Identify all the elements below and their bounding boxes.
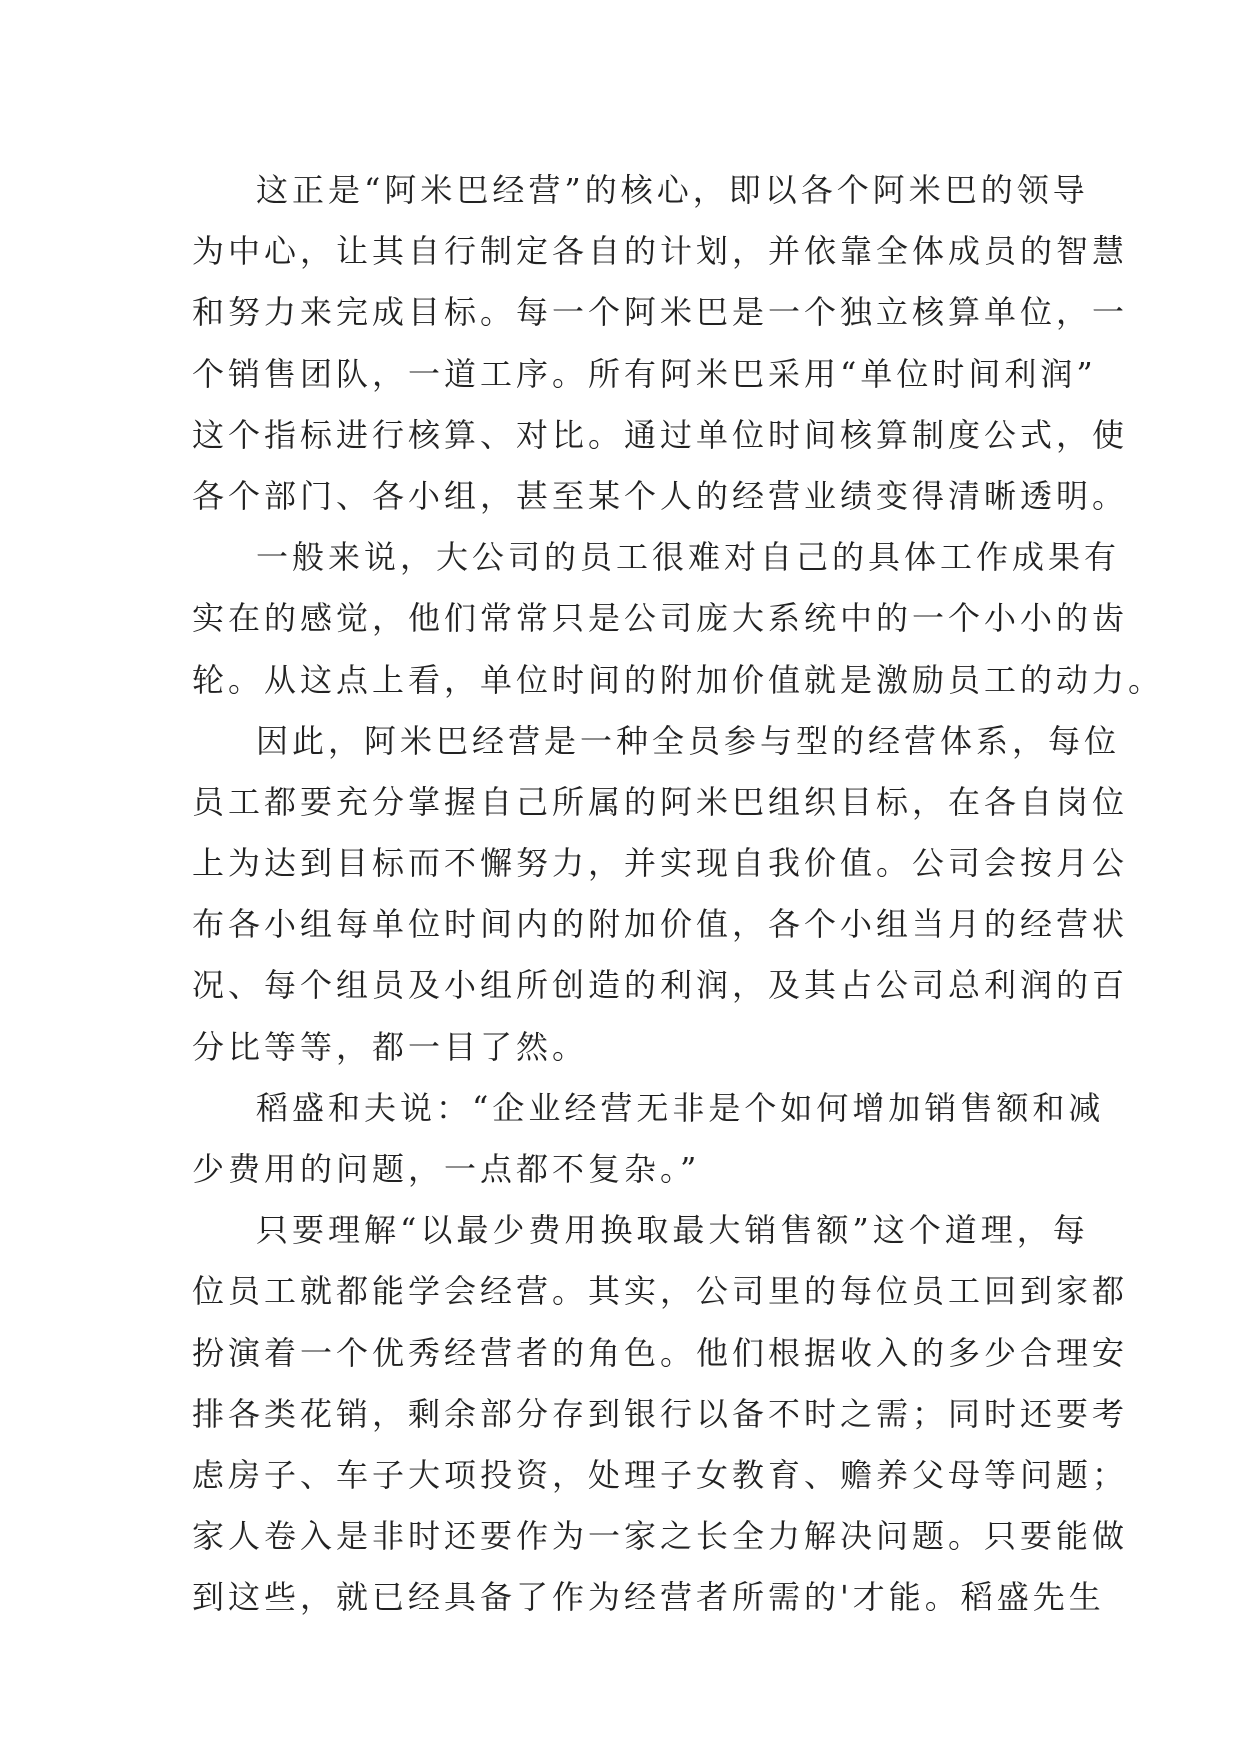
text-line: 员工都要充分掌握自己所属的阿米巴组织目标，在各自岗位 (192, 782, 1129, 821)
text-line: 扮演着一个优秀经营者的角色。他们根据收入的多少合理安 (192, 1333, 1129, 1372)
text-line: 家人卷入是非时还要作为一家之长全力解决问题。只要能做 (192, 1517, 1129, 1556)
text-line: 到这些，就已经具备了作为经营者所需的'才能。稻盛先生 (192, 1578, 1105, 1617)
text-line: 虑房子、车子大项投资，处理子女教育、赡养父母等问题； (192, 1455, 1129, 1494)
body-text (192, 160, 1165, 1629)
text-line: 各个部门、各小组，甚至某个人的经营业绩变得清晰透明。 (192, 476, 1129, 515)
text-line: 分比等等，都一目了然。 (192, 1027, 589, 1066)
text-line: 只要理解“以最少费用换取最大销售额”这个道理，每 (256, 1211, 1089, 1250)
text-line: 少费用的问题，一点都不复杂。” (192, 1150, 701, 1188)
text-line: 位员工就都能学会经营。其实，公司里的每位员工回到家都 (192, 1272, 1129, 1311)
text-line: 排各类花销，剩余部分存到银行以备不时之需；同时还要考 (192, 1394, 1129, 1433)
text-line: 实在的感觉，他们常常只是公司庞大系统中的一个小小的齿 (192, 599, 1129, 638)
text-line: 这个指标进行核算、对比。通过单位时间核算制度公式，使 (192, 415, 1129, 454)
text-line: 为中心，让其自行制定各自的计划，并依靠全体成员的智慧 (192, 232, 1129, 271)
text-line: 布各小组每单位时间内的附加价值，各个小组当月的经营状 (192, 905, 1129, 944)
text-line: 一般来说，大公司的员工很难对自己的具体工作成果有 (256, 538, 1121, 577)
text-line: 轮。从这点上看，单位时间的附加价值就是激励员工的动力。 (192, 660, 1165, 699)
text-line: 因此，阿米巴经营是一种全员参与型的经营体系，每位 (256, 721, 1121, 760)
text-line: 上为达到目标而不懈努力，并实现自我价值。公司会按月公 (192, 844, 1129, 883)
text-line: 这正是“阿米巴经营”的核心，即以各个阿米巴的领导 (256, 171, 1089, 209)
text-line: 况、每个组员及小组所创造的利润，及其占公司总利润的百 (192, 966, 1129, 1005)
text-line: 和努力来完成目标。每一个阿米巴是一个独立核算单位，一 (192, 293, 1129, 332)
text-line: 个销售团队，一道工序。所有阿米巴采用“单位时间利润” (192, 354, 1097, 393)
text-line: 稻盛和夫说：“企业经营无非是个如何增加销售额和减 (256, 1088, 1105, 1127)
